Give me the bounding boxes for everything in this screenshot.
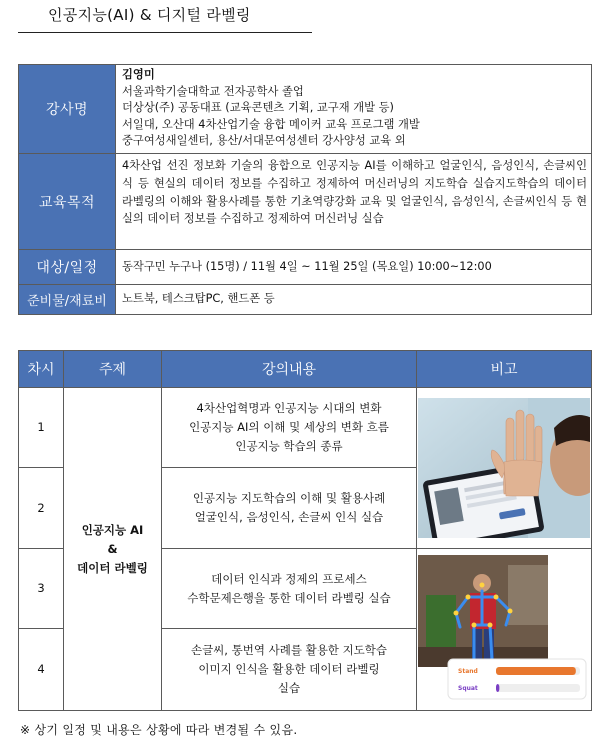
instructor-career-line: 더상상(주) 공동대표 (교육콘텐츠 기획, 교구재 개발 등) [122, 101, 394, 115]
content-line: 인공지능 지도학습의 이해 및 활용사례 [192, 491, 386, 505]
supplies-label: 준비물/재료비 [19, 285, 116, 315]
topic-cell [64, 388, 162, 711]
content-line: 손글씨, 통번역 사례를 활용한 지도학습 [190, 643, 388, 657]
course-info-table [18, 64, 592, 315]
pose-recognition-photo [418, 555, 590, 705]
footnote: ※ 상기 일정 및 내용은 상황에 따라 변경될 수 있음. [20, 723, 298, 737]
topic-line: 인공지능 AI [81, 522, 144, 537]
content-line: 인공지능 학습의 종류 [235, 439, 343, 453]
session-number: 2 [19, 468, 64, 549]
instructor-career-line: 서일대, 오산대 4차산업기술 융합 메이커 교육 프로그램 개발 [122, 117, 420, 131]
lecture-content [162, 629, 417, 711]
lecture-content [162, 388, 417, 468]
squat-label: Squat [458, 684, 478, 692]
stand-level-bar [496, 667, 576, 675]
remarks-image-1 [417, 388, 592, 549]
header-content: 강의내용 [162, 351, 417, 388]
instructor-label: 강사명 [19, 65, 116, 154]
purpose-label: 교육목적 [19, 154, 116, 250]
squat-level-bar [496, 684, 499, 692]
session-number: 3 [19, 549, 64, 629]
header-topic: 주제 [64, 351, 162, 388]
schedule-table [18, 350, 592, 711]
instructor-name: 김영미 [122, 68, 155, 81]
hand-tablet-photo [418, 398, 590, 538]
lecture-content [162, 468, 417, 549]
target-text: 동작구민 누구나 (15명) / 11월 4일 ~ 11월 25일 (목요일) 10:00~12:00 [116, 250, 592, 285]
content-line: 4차산업혁명과 인공지능 시대의 변화 [196, 401, 382, 415]
instructor-career-line: 중구여성새일센터, 용산/서대문여성센터 강사양성 교육 외 [122, 134, 406, 148]
stand-label: Stand [458, 667, 478, 675]
topic-line: & [107, 541, 118, 556]
supplies-text: 노트북, 테스크탑PC, 핸드폰 등 [116, 285, 592, 315]
purpose-text: 4차산업 선진 정보화 기술의 융합으로 인공지능 AI를 이해하고 얼굴인식, 음성인식, 손글씨인식 등 현실의 데이터 정보를 수집하고 정제하여 머신러닝의 지도학습 실습지도학습의 데이터 라벨링의 이해와 활용사례를 통한 기초역량강화 교육 및 얼굴인식, 음성인식, 손글씨인식 등 현실의 데이터 정보를 수집하고 정제하여 머신러닝 실습 [116, 154, 592, 250]
remarks-image-2 [417, 549, 592, 711]
instructor-career-line: 서울과학기술대학교 전자공학사 졸업 [122, 84, 304, 98]
content-line: 이미지 인식을 활용한 데이터 라벨링 [198, 662, 380, 676]
content-line: 얼굴인식, 음성인식, 손글씨 인식 실습 [194, 510, 384, 524]
topic-line: 데이터 라벨링 [77, 560, 148, 575]
content-line: 데이터 인식과 정제의 프로세스 [211, 571, 367, 586]
target-label: 대상/일정 [19, 250, 116, 285]
content-line: 실습 [277, 681, 301, 695]
header-session: 차시 [19, 351, 64, 388]
session-number: 4 [19, 629, 64, 711]
title-underline [18, 32, 312, 33]
page-title: 인공지능(AI) & 디지털 라벨링 [48, 6, 251, 24]
content-line: 인공지능 AI의 이해 및 세상의 변화 흐름 [189, 420, 389, 434]
content-line: 수학문제은행을 통한 데이터 라벨링 실습 [187, 590, 391, 605]
header-remarks: 비고 [417, 351, 592, 388]
lecture-content [162, 549, 417, 629]
session-number: 1 [19, 388, 64, 468]
instructor-value [116, 65, 592, 154]
